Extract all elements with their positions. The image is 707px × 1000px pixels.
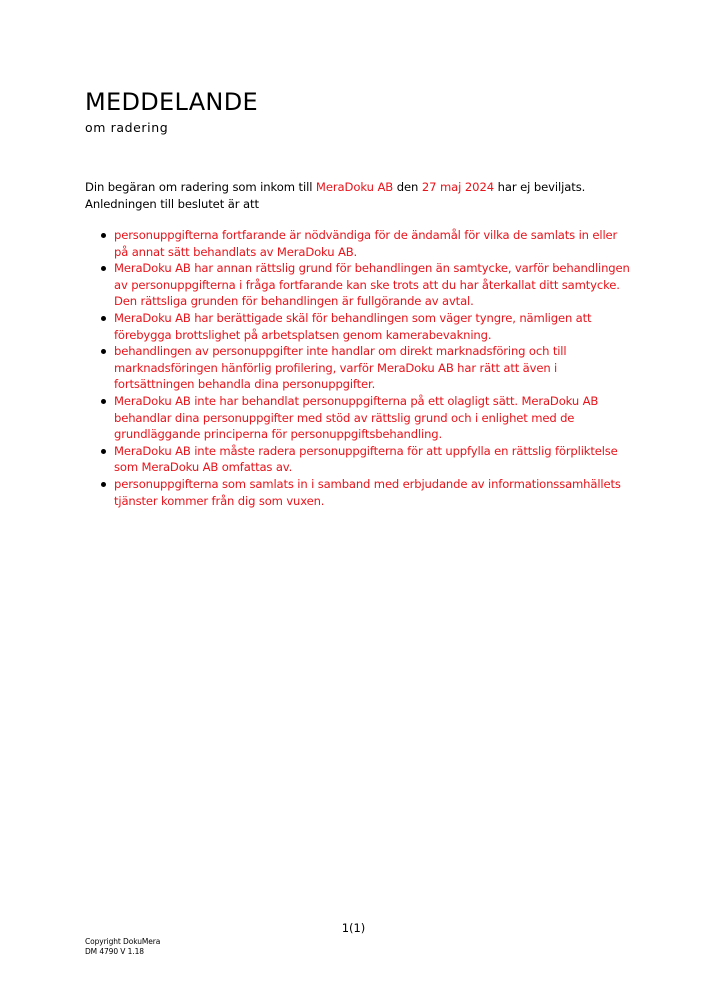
reason-text: behandlingen av personuppgifter inte handlar om direkt marknadsföring och till marknadsföringen hänförlig profilering, varför MeraDoku AB har rätt att även i fortsättningen behandla dina personuppgifter.: [114, 344, 567, 392]
reasons-list: [114, 227, 634, 509]
intro-text-3: har ej beviljats.: [494, 180, 586, 194]
intro-text-2: den: [393, 180, 422, 194]
reason-item: [114, 393, 634, 443]
reason-text: personuppgifterna som samlats in i samband med erbjudande av informationssamhällets tjänster kommer från dig som vuxen.: [114, 476, 621, 508]
bullet-icon: [101, 399, 106, 404]
bullet-icon: [101, 316, 106, 321]
bullet-icon: [101, 266, 106, 271]
reason-text: MeraDoku AB har berättigade skäl för behandlingen som väger tyngre, nämligen att förebygga brottslighet på arbetsplatsen genom kamerabevakning.: [114, 310, 592, 342]
reason-item: [114, 227, 634, 260]
reason-item: [114, 443, 634, 476]
intro-text-1: Din begäran om radering som inkom till: [85, 180, 316, 194]
intro-text-4: Anledningen till beslutet är att: [85, 197, 259, 211]
reason-text: personuppgifterna fortfarande är nödvändiga för de ändamål för vilka de samlats in eller på annat sätt behandlats av MeraDoku AB.: [114, 228, 618, 259]
footer-doc-id: DM 4790 V 1.18: [85, 947, 144, 956]
reason-text: MeraDoku AB inte har behandlat personuppgifterna på ett olagligt sätt. MeraDoku AB behandlar dina personuppgifter med stöd av rättslig grund och i enlighet med de grundläggande principerna för personuppgiftsbehandling.: [114, 393, 599, 442]
reason-text: MeraDoku AB inte måste radera personuppgifterna för att uppfylla en rättslig förpliktelse som MeraDoku AB omfattas av.: [114, 443, 618, 475]
bullet-icon: [101, 349, 106, 354]
reason-item: [114, 310, 634, 343]
company-name: MeraDoku AB: [315, 180, 394, 194]
page-number: 1(1): [341, 921, 366, 935]
document-subtitle: om radering: [85, 120, 169, 135]
footer-copyright: Copyright DokuMera: [85, 937, 161, 946]
bullet-icon: [101, 449, 106, 454]
bullet-icon: [101, 233, 106, 238]
reason-item: [114, 476, 634, 509]
intro-paragraph: [85, 179, 645, 213]
reason-item: [114, 343, 634, 393]
request-date: 27 maj 2024: [421, 180, 494, 194]
reason-text: MeraDoku AB har annan rättslig grund för behandlingen än samtycke, varför behandlingen av personuppgifterna i fråga fortfarande kan ske trots att du har återkallat ditt samtycke. Den rättsliga grunden för behandlingen är fullgörande av avtal.: [114, 261, 630, 309]
footer: [85, 937, 160, 957]
reason-item: [114, 260, 634, 310]
document-title: MEDDELANDE: [85, 88, 258, 116]
bullet-icon: [101, 482, 106, 487]
